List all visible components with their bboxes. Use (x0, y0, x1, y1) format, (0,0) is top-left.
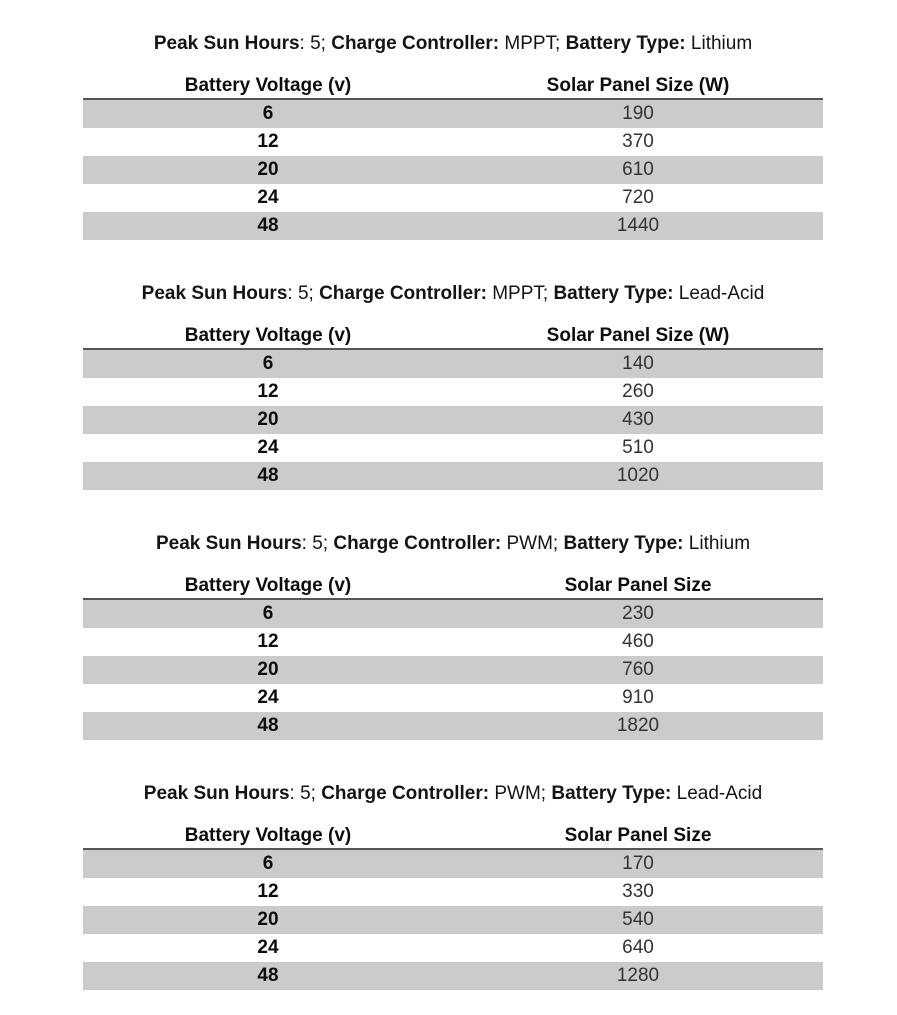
table-title-segment: : 5; (289, 783, 322, 804)
table-title-segment: Lithium (683, 533, 751, 554)
table-title-segment: PWM; (501, 533, 564, 554)
solar-panel-size-cell: 1280 (616, 965, 660, 986)
battery-voltage-cell: 20 (257, 159, 279, 180)
table-title-segment: Charge Controller: (319, 283, 487, 304)
solar-panel-size-cell: 140 (622, 353, 654, 374)
battery-voltage-cell: 48 (257, 715, 279, 736)
table-header-row (83, 573, 823, 600)
table-row (83, 434, 823, 462)
table-header-row (83, 73, 823, 100)
table-title-segment: Charge Controller: (331, 33, 500, 54)
column-header-solar-panel-size: Solar Panel Size (564, 575, 712, 596)
table-row (83, 712, 823, 740)
solar-panel-size-cell: 640 (622, 937, 654, 958)
table-title-segment: Battery Type: (565, 33, 686, 54)
solar-panel-size-cell: 540 (622, 909, 654, 930)
solar-panel-size-cell: 1440 (616, 215, 660, 236)
column-header-solar-panel-size: Solar Panel Size (564, 825, 712, 846)
solar-panel-size-cell: 170 (622, 853, 654, 874)
battery-voltage-cell: 20 (257, 409, 279, 430)
table-title (83, 280, 823, 307)
table-title-segment: PWM; (489, 783, 552, 804)
table-title-segment: Lithium (685, 33, 753, 54)
table-title (83, 780, 823, 807)
table-title-segment: Peak Sun Hours (153, 33, 300, 54)
solar-panel-size-cell: 720 (622, 187, 654, 208)
table-row (83, 878, 823, 906)
battery-voltage-cell: 48 (257, 465, 279, 486)
table-rows (83, 850, 823, 990)
column-header-battery-voltage: Battery Voltage (v) (184, 325, 352, 346)
solar-sizing-table-block (83, 30, 823, 240)
table-rows (83, 100, 823, 240)
table-row (83, 962, 823, 990)
solar-panel-size-cell: 230 (622, 603, 654, 624)
battery-voltage-cell: 6 (262, 603, 274, 624)
battery-voltage-cell: 6 (262, 353, 274, 374)
table-row (83, 156, 823, 184)
battery-voltage-cell: 12 (257, 881, 279, 902)
battery-voltage-cell: 12 (257, 131, 279, 152)
battery-voltage-cell: 24 (257, 437, 279, 458)
table-row (83, 850, 823, 878)
table-title-segment: : 5; (299, 33, 332, 54)
table-row (83, 656, 823, 684)
table-title-segment: Lead-Acid (671, 783, 763, 804)
battery-voltage-cell: 12 (257, 631, 279, 652)
solar-panel-size-cell: 510 (622, 437, 654, 458)
table-title-segment: MPPT; (499, 33, 566, 54)
table-title-segment: : 5; (287, 283, 320, 304)
battery-voltage-cell: 6 (262, 103, 274, 124)
solar-panel-size-cell: 1820 (616, 715, 660, 736)
column-header-battery-voltage: Battery Voltage (v) (184, 825, 352, 846)
battery-voltage-cell: 24 (257, 187, 279, 208)
table-row (83, 350, 823, 378)
battery-voltage-cell: 20 (257, 909, 279, 930)
table-title-segment: Battery Type: (563, 533, 684, 554)
solar-panel-size-cell: 1020 (616, 465, 660, 486)
battery-voltage-cell: 24 (257, 687, 279, 708)
table-row (83, 406, 823, 434)
battery-voltage-cell: 6 (262, 853, 274, 874)
table-row (83, 934, 823, 962)
column-header-solar-panel-size: Solar Panel Size (W) (546, 75, 730, 96)
table-title-segment: Peak Sun Hours (141, 283, 288, 304)
table-title-segment: : 5; (301, 533, 334, 554)
table-header-row (83, 823, 823, 850)
table-row (83, 128, 823, 156)
column-header-battery-voltage: Battery Voltage (v) (184, 75, 352, 96)
table-row (83, 462, 823, 490)
column-header-battery-voltage: Battery Voltage (v) (184, 575, 352, 596)
table-rows (83, 600, 823, 740)
table-title-segment: Battery Type: (551, 783, 672, 804)
column-header-solar-panel-size: Solar Panel Size (W) (546, 325, 730, 346)
solar-panel-size-cell: 190 (622, 103, 654, 124)
battery-voltage-cell: 24 (257, 937, 279, 958)
battery-voltage-cell: 48 (257, 965, 279, 986)
solar-panel-size-cell: 330 (622, 881, 654, 902)
solar-panel-size-cell: 910 (622, 687, 654, 708)
battery-voltage-cell: 20 (257, 659, 279, 680)
table-row (83, 212, 823, 240)
battery-voltage-cell: 12 (257, 381, 279, 402)
solar-panel-size-cell: 610 (622, 159, 654, 180)
table-title-segment: Peak Sun Hours (143, 783, 290, 804)
table-title-segment: Battery Type: (553, 283, 674, 304)
table-title (83, 530, 823, 557)
tables-container (83, 0, 823, 990)
table-title-segment: Lead-Acid (673, 283, 765, 304)
table-row (83, 684, 823, 712)
solar-panel-size-cell: 260 (622, 381, 654, 402)
table-title-segment: Charge Controller: (333, 533, 502, 554)
table-title-segment: MPPT; (486, 283, 554, 304)
table-row (83, 628, 823, 656)
solar-panel-size-cell: 460 (622, 631, 654, 652)
table-title-segment: Peak Sun Hours (155, 533, 302, 554)
solar-sizing-table-block (83, 530, 823, 740)
table-row (83, 184, 823, 212)
solar-sizing-table-block (83, 780, 823, 990)
battery-voltage-cell: 48 (257, 215, 279, 236)
table-row (83, 378, 823, 406)
table-title-segment: Charge Controller: (321, 783, 490, 804)
solar-panel-size-cell: 760 (622, 659, 654, 680)
table-row (83, 600, 823, 628)
table-row (83, 906, 823, 934)
solar-panel-size-cell: 430 (622, 409, 654, 430)
solar-sizing-table-block (83, 280, 823, 490)
table-header-row (83, 323, 823, 350)
table-row (83, 100, 823, 128)
solar-panel-size-cell: 370 (622, 131, 654, 152)
table-title (83, 30, 823, 57)
table-rows (83, 350, 823, 490)
